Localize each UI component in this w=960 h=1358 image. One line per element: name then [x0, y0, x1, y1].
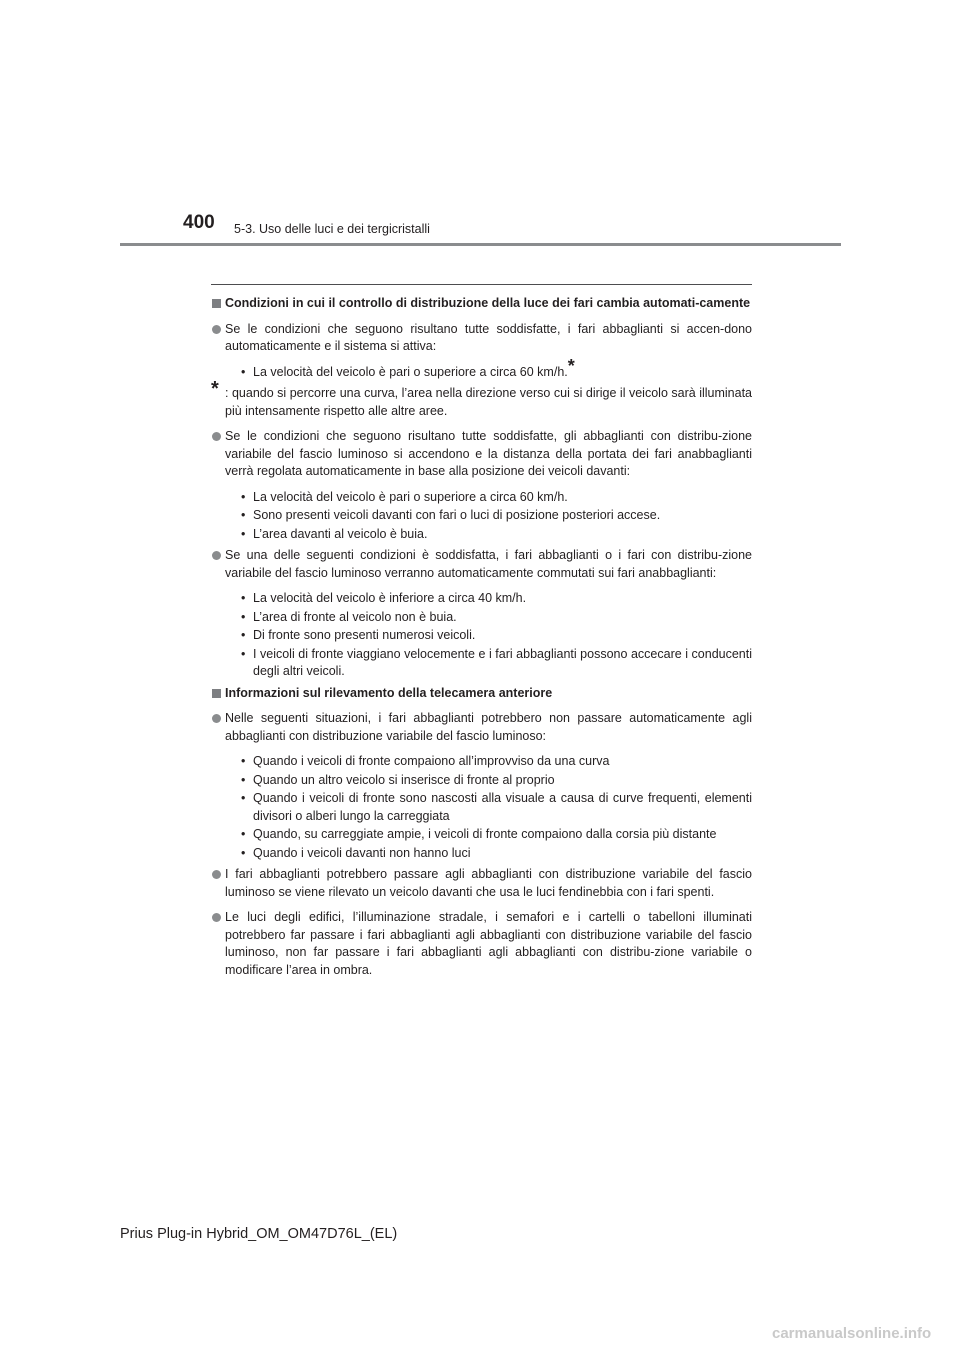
list-item-text: I veicoli di fronte viaggiano velocemente e i fari abbaglianti possono accecare i conducenti degli altri veicoli. [253, 646, 752, 678]
bullet-paragraph [211, 547, 752, 582]
bullet-text: Le luci degli edifici, l’illuminazione stradale, i semafori e i cartelli o tabelloni illuminati potrebbero far passare i fari abbaglianti agli abbaglianti con distribuzione variabile del fascio luminoso, non far passare i fari abbaglianti agli abbaglianti con distribu-zione variabile o modificare l’area in ombra. [225, 910, 752, 977]
list-item-text: L’area davanti al veicolo è buia. [253, 526, 428, 541]
list-marker: • [241, 827, 246, 841]
circle-bullet-icon [212, 870, 221, 879]
footnote-star-icon: * [211, 378, 219, 400]
list-item [241, 790, 752, 825]
list-item [241, 590, 752, 608]
square-bullet-icon [212, 689, 221, 698]
document-id: Prius Plug-in Hybrid_OM_OM47D76L_(EL) [120, 1226, 398, 1242]
list-item [241, 355, 752, 382]
list-marker: • [241, 628, 246, 642]
list-item [241, 753, 752, 771]
condition-list [211, 489, 752, 544]
list-item [241, 507, 752, 525]
list-item-text: Quando i veicoli di fronte sono nascosti alla visuale a causa di curve frequenti, elementi divisori o alberi lungo la carreggiata [253, 791, 752, 823]
list-item [241, 526, 752, 544]
watermark: carmanualsonline.info [772, 1325, 932, 1342]
bullet-text: Se le condizioni che seguono risultano tutte soddisfatte, i fari abbaglianti si accen-dono automaticamente e il sistema si attiva: [225, 321, 752, 353]
circle-bullet-icon [212, 551, 221, 560]
bullet-paragraph [211, 866, 752, 901]
list-item-text: Quando i veicoli davanti non hanno luci [253, 845, 471, 860]
list-marker: • [241, 754, 246, 768]
list-marker: • [241, 646, 246, 661]
bullet-paragraph [211, 909, 752, 979]
list-marker: • [241, 772, 246, 787]
list-item [241, 627, 752, 645]
bullet-text: I fari abbaglianti potrebbero passare agli abbaglianti con distribuzione variabile del fascio luminoso se viene rilevato un veicolo davanti che usa le luci fendinebbia con i fari spenti. [225, 867, 752, 899]
list-marker: • [241, 845, 246, 860]
bullet-paragraph [211, 428, 752, 481]
list-item-text: Quando i veicoli di fronte compaiono all’improvviso da una curva [253, 754, 610, 768]
list-marker: • [241, 508, 246, 522]
list-item [241, 489, 752, 507]
bullet-paragraph [211, 710, 752, 745]
bullet-text: Se le condizioni che seguono risultano tutte soddisfatte, gli abbaglianti con distribu-zione variabile del fascio luminoso si accendono e la distanza della portata dei fari anabbaglianti verrà regolata automaticamente in base alla posizione dei veicoli davanti: [225, 429, 752, 478]
footnote [211, 378, 752, 420]
square-bullet-icon [212, 299, 221, 308]
section-heading-camera-detection [211, 685, 752, 703]
list-item [241, 772, 752, 790]
condition-list [211, 590, 752, 681]
list-marker: • [241, 591, 246, 605]
list-item-text: La velocità del veicolo è inferiore a circa 40 km/h. [253, 591, 527, 605]
footnote-text: : quando si percorre una curva, l’area nella direzione verso cui si dirige il veicolo sarà illuminata più intensamente rispetto alle altre aree. [225, 386, 752, 418]
list-marker: • [241, 791, 246, 805]
list-item-text: Sono presenti veicoli davanti con fari o luci di posizione posteriori accese. [253, 508, 661, 522]
section-title: 5-3. Uso delle luci e dei tergicristalli [234, 222, 430, 236]
list-item-text: Quando un altro veicolo si inserisce di fronte al proprio [253, 772, 555, 787]
list-item [241, 826, 752, 844]
circle-bullet-icon [212, 714, 221, 723]
page-number: 400 [183, 212, 215, 233]
section-heading-text: Informazioni sul rilevamento della telecamera anteriore [225, 685, 553, 700]
header-divider [120, 243, 841, 246]
list-item-text: Quando, su carreggiate ampie, i veicoli di fronte compaiono dalla corsia più distante [253, 827, 717, 841]
list-item [241, 609, 752, 627]
condition-list [211, 355, 752, 382]
situation-list [211, 753, 752, 862]
list-item [241, 845, 752, 863]
list-item-text: La velocità del veicolo è pari o superiore a circa 60 km/h. [253, 364, 568, 379]
list-marker: • [241, 609, 246, 624]
section-heading-distribution-conditions [211, 295, 752, 313]
list-marker: • [241, 489, 246, 504]
circle-bullet-icon [212, 325, 221, 334]
list-item-text: L’area di fronte al veicolo non è buia. [253, 609, 457, 624]
list-item-text: La velocità del veicolo è pari o superiore a circa 60 km/h. [253, 489, 568, 504]
bullet-paragraph [211, 321, 752, 356]
section-heading-text: Condizioni in cui il controllo di distribuzione della luce dei fari cambia automati-camente [225, 296, 751, 310]
content-divider [211, 284, 752, 285]
circle-bullet-icon [212, 913, 221, 922]
list-item [241, 646, 752, 681]
page-content [211, 295, 752, 987]
bullet-text: Nelle seguenti situazioni, i fari abbaglianti potrebbero non passare automaticamente agli abbaglianti con distribuzione variabile del fascio luminoso: [225, 711, 752, 743]
list-item-text: Di fronte sono presenti numerosi veicoli. [253, 628, 476, 642]
list-marker: • [241, 364, 246, 379]
list-marker: • [241, 526, 246, 541]
bullet-text: Se una delle seguenti condizioni è soddisfatta, i fari abbaglianti o i fari con distribu-zione variabile del fascio luminoso verranno automaticamente commutati sui fari anabbaglianti: [225, 548, 752, 580]
circle-bullet-icon [212, 432, 221, 441]
footnote-star-icon: * [567, 355, 575, 376]
